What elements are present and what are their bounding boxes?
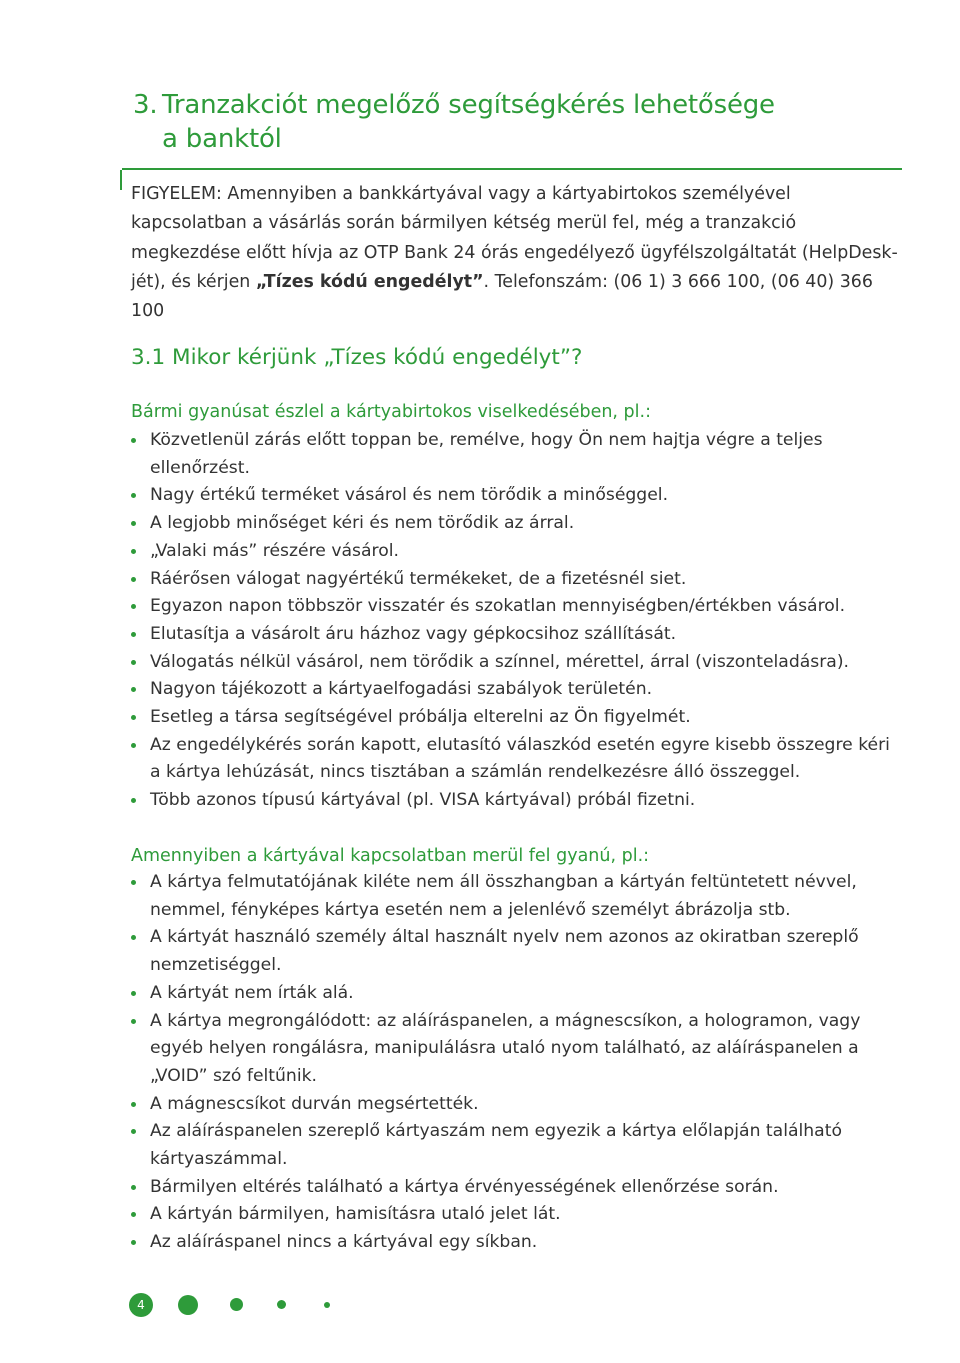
list-item [131,538,897,566]
list-item [131,482,897,510]
list-item-text: Bármilyen eltérés található a kártya érvényességének ellenőrzése során. [150,1176,779,1197]
chapter-number: 3. [133,90,158,120]
chapter-heading [133,88,893,156]
list-item-text: Egyazon napon többször visszatér és szokatlan mennyiségben/értékben vásárol. [150,596,846,617]
page-number-badge: 4 [129,1293,153,1317]
subsection-title: 3.1 Mikor kérjünk „Tízes kódú engedélyt”? [131,345,583,370]
warning-bold-text: „Tízes kódú engedélyt” [255,271,484,292]
list-item [131,593,897,621]
list-item [131,649,897,677]
list-item [131,1201,897,1229]
warning-text-2: . Telefonszám: (06 1) 3 666 100, (06 40) 366 100 [131,271,873,322]
card-section-title: Amennyiben a kártyával kapcsolatban merül fel gyanú, pl.: [131,846,650,866]
list-item-text: Az aláíráspanelen szereplő kártyaszám nem egyezik a kártya előlapján található kártyaszámmal. [150,1121,842,1170]
list-item [131,1008,897,1091]
list-item [131,787,897,815]
pager-dot-small [277,1300,286,1309]
list-item [131,869,897,924]
list-item-text: Több azonos típusú kártyával (pl. VISA kártyával) próbál fizetni. [150,790,696,811]
list-item-text: Az aláíráspanel nincs a kártyával egy síkban. [150,1232,538,1253]
list-item-text: „Valaki más” részére vásárol. [150,540,399,561]
chapter-title-line-2: a banktól [162,124,282,154]
bullet-icon [131,660,136,665]
list-item [131,1091,897,1119]
bullet-icon [131,1102,136,1107]
bullet-icon [131,1240,136,1245]
bullet-icon [131,521,136,526]
list-item-text: Az engedélykérés során kapott, elutasító válaszkód esetén egyre kisebb összegre kéri a kártya lehúzását, nincs tisztában a számlán rendelkezésre álló összeggel. [150,734,890,783]
list-item-text: A legjobb minőséget kéri és nem törődik az árral. [150,513,575,534]
pager-dot-medium [230,1298,243,1311]
bullet-icon [131,493,136,498]
list-item-text: A mágnescsíkot durván megsértették. [150,1093,479,1114]
bullet-icon [131,577,136,582]
list-item [131,1229,897,1257]
bullet-icon [131,935,136,940]
list-item [131,980,897,1008]
list-item [131,566,897,594]
pager-dot-large [178,1295,198,1315]
list-item-text: A kártya megrongálódott: az aláíráspanelen, a mágnescsíkon, a hologramon, vagy egyéb helyen rongálásra, manipulálásra utaló nyom található, az aláíráspanelen a „VOID” szó feltűnik. [150,1010,861,1086]
warning-box-corner [120,170,122,190]
list-item-text: A kártyán bármilyen, hamisításra utaló jelet lát. [150,1204,561,1225]
list-item [131,924,897,979]
list-item [131,1118,897,1173]
bullet-icon [131,1212,136,1217]
list-item-text: Ráérősen válogat nagyértékű termékeket, de a fizetésnél siet. [150,568,687,589]
bullet-icon [131,991,136,996]
bullet-icon [131,687,136,692]
bullet-icon [131,743,136,748]
list-item-text: A kártyát nem írták alá. [150,982,354,1003]
list-item [131,427,897,482]
bullet-icon [131,1185,136,1190]
card-list [131,869,897,1257]
behaviour-list [131,427,897,815]
chapter-title-line-1: Tranzakciót megelőző segítségkérés lehetősége [162,90,775,120]
list-item-text: Válogatás nélkül vásárol, nem törődik a színnel, mérettel, árral (viszonteladásra). [150,651,849,672]
list-item [131,1174,897,1202]
list-item [131,676,897,704]
list-item [131,732,897,787]
bullet-icon [131,632,136,637]
bullet-icon [131,715,136,720]
bullet-icon [131,438,136,443]
bullet-icon [131,604,136,609]
warning-paragraph [131,180,901,326]
pager-dot-tiny [324,1302,330,1308]
warning-text-1: Amennyiben a bankkártyával vagy a kártyabirtokos személyével kapcsolatban a vásárlás során bármilyen kétség merül fel, még a tranzakció megkezdése előtt hívja az OTP Bank 24 órás engedélyező ügyfélszolgáltatát (HelpDesk-jét), és kérjen [131,184,898,292]
bullet-icon [131,798,136,803]
list-item-text: Nagy értékű terméket vásárol és nem törődik a minőséggel. [150,485,669,506]
list-item-text: A kártyát használó személy által használt nyelv nem azonos az okiratban szereplő nemzetiséggel. [150,927,859,976]
bullet-icon [131,549,136,554]
bullet-icon [131,1129,136,1134]
list-item [131,621,897,649]
list-item-text: Közvetlenül zárás előtt toppan be, remélve, hogy Ön nem hajtja végre a teljes ellenőrzést. [150,430,823,478]
behaviour-section-title: Bármi gyanúsat észlel a kártyabirtokos viselkedésében, pl.: [131,402,651,422]
warning-label: FIGYELEM: [131,184,222,204]
list-item-text: Esetleg a társa segítségével próbálja elterelni az Ön figyelmét. [150,707,691,728]
list-item-text: A kártya felmutatójának kiléte nem áll összhangban a kártyán feltüntetett névvel, nemmel, fényképes kártya esetén nem a jelenlévő személyt ábrázolja stb. [150,872,857,920]
list-item-text: Nagyon tájékozott a kártyaelfogadási szabályok területén. [150,679,653,700]
bullet-icon [131,1019,136,1024]
list-item-text: Elutasítja a vásárolt áru házhoz vagy gépkocsihoz szállítását. [150,623,677,644]
list-item [131,704,897,732]
list-item [131,510,897,538]
bullet-icon [131,880,136,885]
